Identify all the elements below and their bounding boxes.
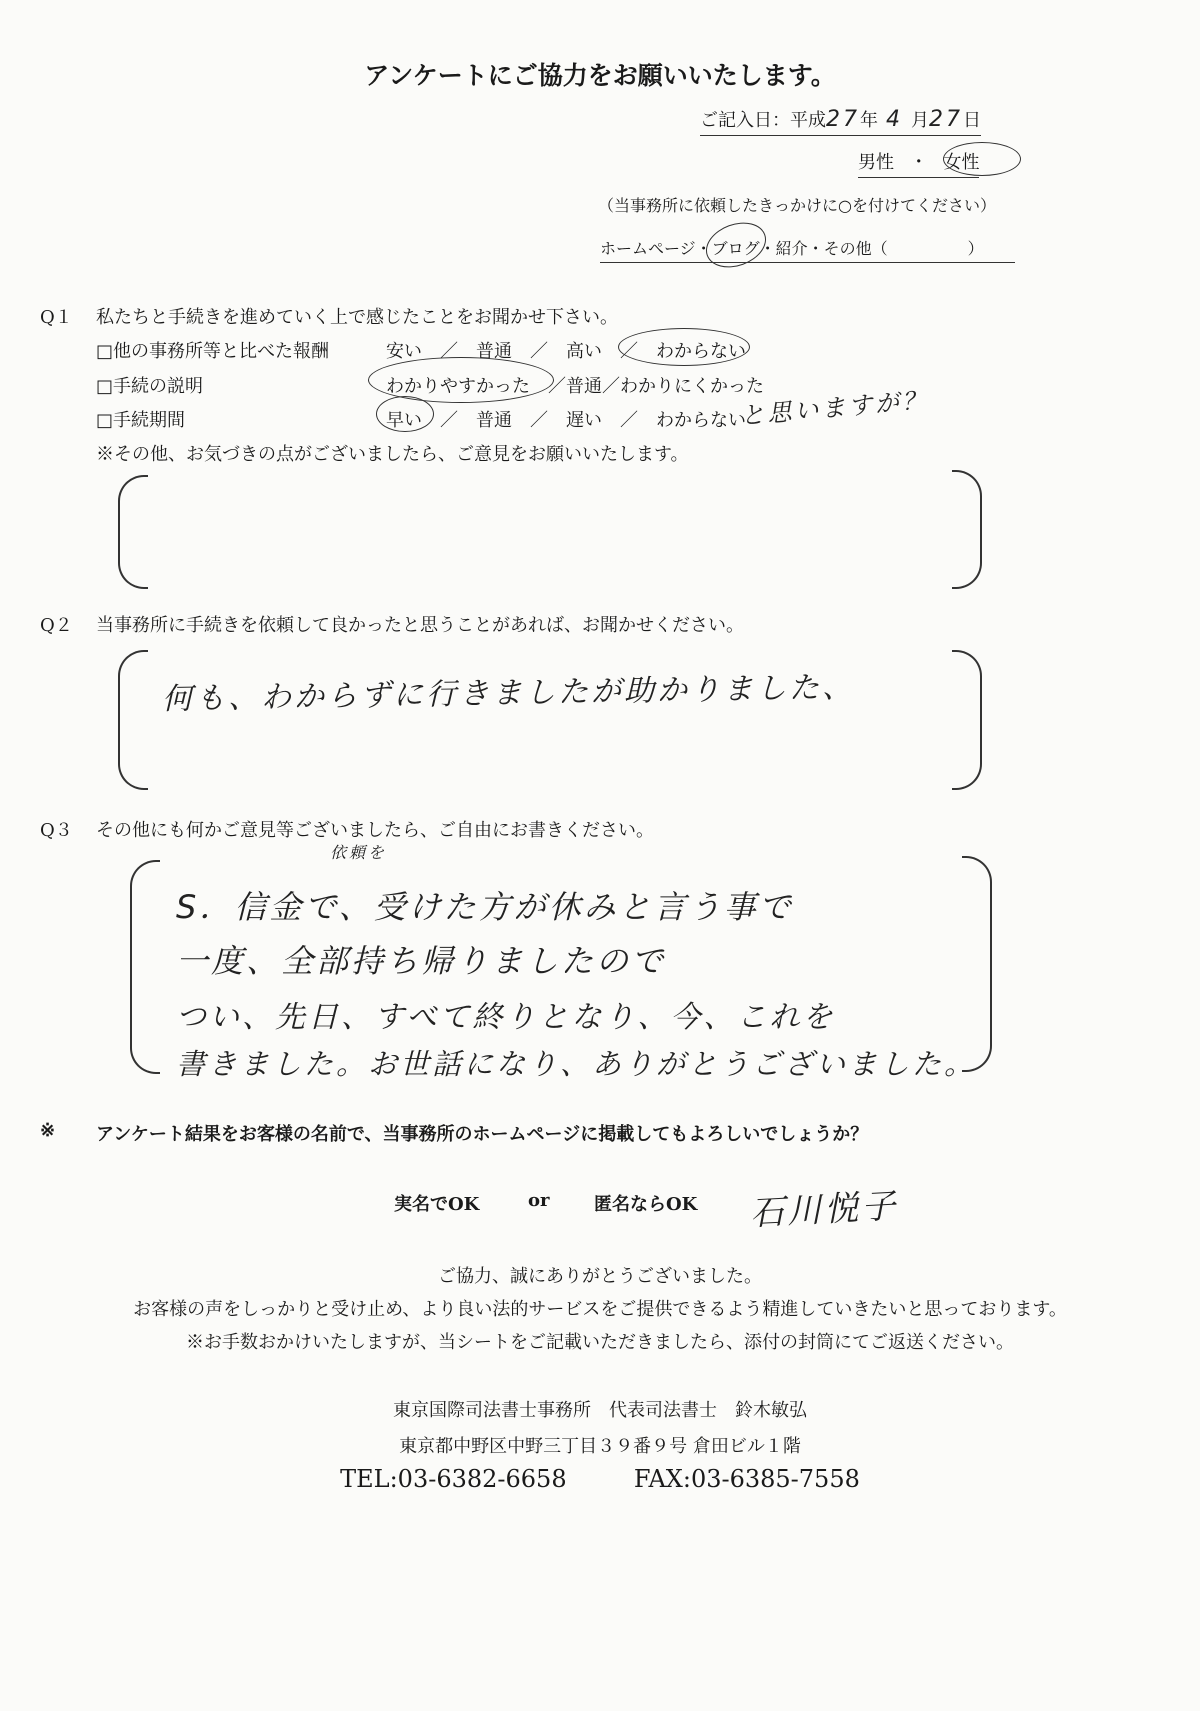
trigger-options: ホームページ・ブログ・紹介・その他（ ）	[600, 236, 1015, 263]
footer-fax: FAX:03-6385-7558	[633, 1465, 860, 1493]
publish-mark: ※	[40, 1120, 56, 1141]
q1-box-left-bracket	[118, 475, 148, 589]
footer-return-note: ※お手数おかけいたしますが、当シートをご記載いただきましたら、添付の封筒にてご返送ください。	[186, 1332, 1014, 1353]
date-day: 27	[929, 107, 963, 132]
trigger-note: （当事務所に依頼したきっかけに○を付けてください）	[598, 196, 996, 215]
q2-box-left-bracket	[118, 650, 148, 790]
gender-separator: ・	[909, 152, 928, 173]
q3-line-1: S．信金で、受けた方が休みと言う事で	[176, 888, 794, 926]
publish-signature: 石川悦子	[749, 1186, 900, 1234]
q2-answer: 何も、わからずに行きましたが助かりました、	[161, 669, 856, 718]
date-year: 27	[826, 107, 860, 132]
q3-box-left-bracket	[130, 860, 160, 1074]
date-line	[700, 106, 981, 136]
month-unit: 月	[911, 110, 929, 131]
footer-address: 東京都中野区中野三丁目３９番９号 倉田ビル１階	[399, 1436, 801, 1457]
q1-period-handwritten: と思いますが？	[739, 385, 931, 431]
q1-period-options: 早い ／ 普通 ／ 遅い ／ わからない	[386, 410, 746, 431]
q3-line-3: つい、先日、すべて終りとなり、今、これを	[176, 1000, 836, 1035]
q2-number: Q２	[40, 615, 73, 636]
q3-line-2: 一度、全部持ち帰りましたので	[176, 942, 667, 980]
publish-or: or	[528, 1190, 550, 1211]
q1-other-prompt: ※その他、お気づきの点がございましたら、ご意見をお願いいたします。	[96, 444, 689, 465]
q1-box-right-bracket	[952, 470, 982, 589]
footer-office: 東京国際司法書士事務所 代表司法書士 鈴木敏弘	[393, 1400, 807, 1421]
year-unit: 年	[860, 110, 878, 131]
q1-number: Q１	[40, 307, 73, 328]
q3-number: Q３	[40, 820, 73, 841]
q3-question: その他にも何かご意見等ございましたら、ご自由にお書きください。	[96, 820, 654, 841]
blog-circle-mark	[700, 215, 773, 276]
footer-tel: TEL:03-6382-6658	[340, 1465, 567, 1493]
q2-box-right-bracket	[952, 650, 982, 790]
q3-insert-note: 依頼を	[330, 843, 388, 862]
publish-anonymous: 匿名ならOK	[594, 1194, 698, 1215]
q3-line-4: 書きました。お世話になり、ありがとうございました。	[176, 1047, 977, 1081]
gender-female: 女性	[943, 152, 980, 173]
survey-title: アンケートにご協力をお願いいたします。	[364, 61, 836, 90]
q3-box-right-bracket	[962, 856, 992, 1072]
publish-question: アンケート結果をお客様の名前で、当事務所のホームページに掲載してもよろしいでしょうか？	[96, 1124, 869, 1145]
q1-period-label: □手続期間	[96, 410, 186, 431]
q2-question: 当事務所に手続きを依頼して良かったと思うことがあれば、お聞かせください。	[96, 615, 744, 636]
q1-explain-options: わかりやすかった ／普通／わかりにくかった	[386, 376, 764, 397]
q1-question: 私たちと手続きを進めていく上で感じたことをお聞かせ下さい。	[96, 307, 618, 328]
date-label: ご記入日：平成	[700, 110, 826, 131]
gender-male: 男性	[858, 152, 894, 173]
female-circle-mark	[943, 142, 1021, 176]
date-month: 4	[886, 107, 903, 132]
publish-real-name: 実名でOK	[394, 1194, 480, 1215]
q1-fee-options: 安い ／ 普通 ／ 高い ／ わからない	[386, 341, 746, 362]
period-fast-circle-mark	[376, 396, 434, 432]
footer-contact	[0, 1465, 1200, 1493]
day-unit: 日	[963, 110, 981, 131]
q1-explain-label: □手続の説明	[96, 376, 204, 397]
q1-fee-label: □他の事務所等と比べた報酬	[96, 341, 330, 362]
fee-unknown-circle-mark	[618, 328, 750, 366]
footer-thanks: ご協力、誠にありがとうございました。	[438, 1266, 762, 1287]
footer-message: お客様の声をしっかりと受け止め、より良い法的サービスをご提供できるよう精進していきたいと思っております。	[133, 1299, 1067, 1320]
